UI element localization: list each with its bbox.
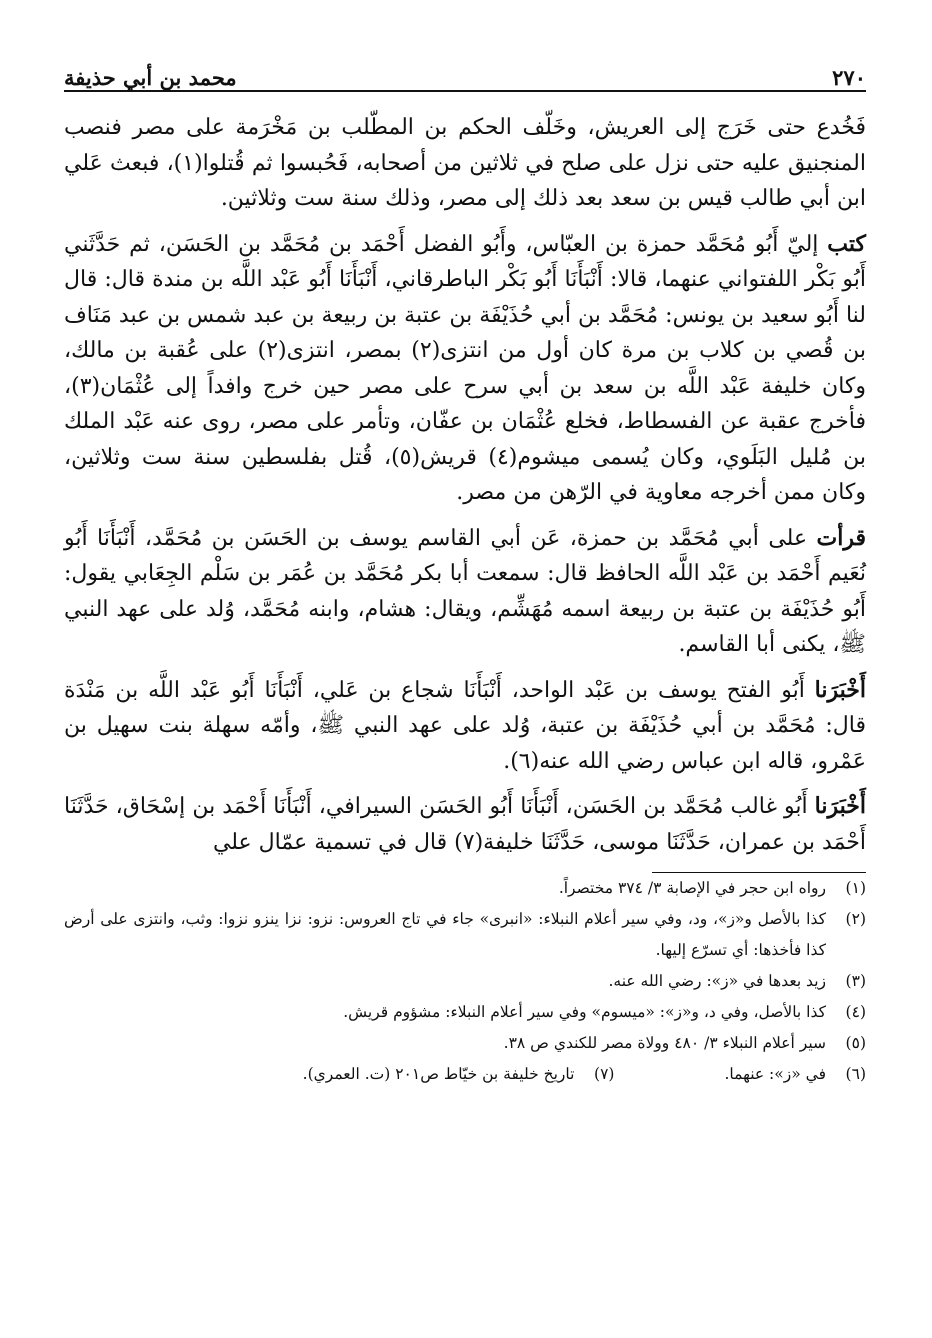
footnote-mark: (٣) [845,972,866,990]
paragraph [64,227,866,511]
footnote-text: في «ز»: عنهما. [724,1065,826,1083]
footnote-text: تاريخ خليفة بن خيّاط ص٢٠١ (ت. العمري). [302,1065,575,1083]
footnote-text: كذا بالأصل و«ز»، ود، وفي سير أعلام النبلاء: «انبرى» جاء في تاج العروس: نزو: نزا ينزو نزوا: وثب، وانتزى على أرض كذا فأخذها: أي تسرّع إليها. [64,910,826,959]
footnote-mark: (٢) [845,910,866,928]
footnote-text: سير أعلام النبلاء ٣/ ٤٨٠ وولاة مصر للكندي ص ٣٨. [503,1034,826,1052]
footnote-text: كذا بالأصل، وفي د، و«ز»: «ميسوم» وفي سير أعلام النبلاء: مشؤوم قريش. [343,1003,826,1021]
paragraph-lead-word: أَخْبَرَنا [814,676,866,703]
footnotes [64,873,866,1090]
paragraph [64,789,866,860]
footnote [303,1059,615,1090]
paragraph [64,673,866,780]
footnote [724,1059,866,1090]
footnote-mark: (١) [845,879,866,897]
paragraph-lead-word: كتب [827,230,866,257]
paragraph-text: أَبُو غالب مُحَمَّد بن الحَسَن، أَنْبَأَنَا أَبُو الحَسَن السيرافي، أَنْبَأَنَا أَحْمَد بن إسْحَاق، حَدَّثَنَا أَحْمَد بن عمران، حَدَّثَنَا موسى، حَدَّثَنَا خليفة(٧) قال في تسمية عمّال علي [64,794,866,855]
footnote [64,966,866,997]
paragraph-lead-word: أَخْبَرَنا [814,793,866,819]
footnote-mark: (٦) [845,1065,866,1083]
paragraph [64,521,866,663]
footnote [64,1028,866,1059]
paragraph-text: على أبي مُحَمَّد بن حمزة، عَن أبي القاسم يوسف بن الحَسَن بن مُحَمَّد، أَنْبَأَنَا أَبُو نُعَيم أَحْمَد بن عَبْد اللَّه الحافظ قال: سمعت أبا بكر مُحَمَّد بن عُمَر بن سَلْم الجِعَابي يقول: أَبُو حُذَيْفَة بن عتبة بن ربيعة اسمه مُهَشِّم، ويقال: هشام، وابنه مُحَمَّد، وُلد على عهد النبي ﷺ، يكنى أبا القاسم. [64,525,866,657]
footnote [64,904,866,966]
book-page [64,50,866,1290]
footnote-text: رواه ابن حجر في الإصابة ٣/ ٣٧٤ مختصراً. [558,879,826,897]
footnote [64,873,866,904]
footnote-row [64,1059,866,1090]
footnote-mark: (٧) [594,1065,615,1083]
paragraph-lead-word: قرأت [816,524,866,551]
footnote-mark: (٥) [845,1034,866,1052]
running-title: محمد بن أبي حذيفة [64,65,237,90]
paragraph-text: أَبُو الفتح يوسف بن عَبْد الواحد، أَنْبَأَنَا شجاع بن عَلي، أَنْبَأَنَا أَبُو عَبْد اللَّه بن مَنْدَة قال: مُحَمَّد بن أبي حُذَيْفَة بن عتبة، وُلد على عهد النبي ﷺ، وأمّه سهلة بنت سهيل بن عَمْرو، قاله ابن عباس رضي الله عنه(٦). [64,677,866,774]
footnote-text: زيد بعدها في «ز»: رضي الله عنه. [608,972,826,990]
footnote-mark: (٤) [845,1003,866,1021]
page-number: ٢٧٠ [832,65,866,90]
footnote [64,997,866,1028]
paragraph-text: إليّ أَبُو مُحَمَّد حمزة بن العبّاس، وأَبُو الفضل أَحْمَد بن مُحَمَّد بن الحَسَن، ثم حَدَّثَني أَبُو بَكْر اللفتواني عنهما، قالا: أَنْبَأَنَا أَبُو بَكْر الباطرقاني، أَنْبَأَنَا أَبُو عَبْد اللَّه بن مندة قال: قال لنا أَبُو سعيد بن يونس: مُحَمَّد بن أبي حُذَيْفَة بن عتبة بن ربيعة بن عبد شمس بن عبد مَنَاف بن قُصي بن كلاب بن مرة كان أول من انتزى(٢) بمصر، انتزى(٢) على عُقبة بن مالك، وكان خليفة عَبْد اللَّه بن سعد بن أبي سرح على مصر حين خرج وافداً إلى عُثْمَان(٣)، فأخرج عقبة عن الفسطاط، فخلع عُثْمَان بن عفّان، وتأمر على مصر، روى عنه عَبْد الملك بن مُليل البَلَوي، وكان يُسمى ميشوم(٤) قريش(٥)، قُتل بفلسطين سنة ست وثلاثين، وكان ممن أخرجه معاوية في الرّهن من مصر. [64,231,866,505]
page-header [64,50,866,92]
main-text [64,110,866,860]
paragraph-text: فَخُدع حتى خَرَج إلى العريش، وخَلّف الحكم بن المطّلب بن مَخْرَمة على مصر فنصب المنجنيق عليه حتى نزل على صلح في ثلاثين من أصحابه، فَحُبسوا ثم قُتلوا(١)، فبعث عَلي ابن أبي طالب قيس بن سعد بعد ذلك إلى مصر، وذلك سنة ست وثلاثين. [64,115,866,211]
paragraph [64,110,866,217]
